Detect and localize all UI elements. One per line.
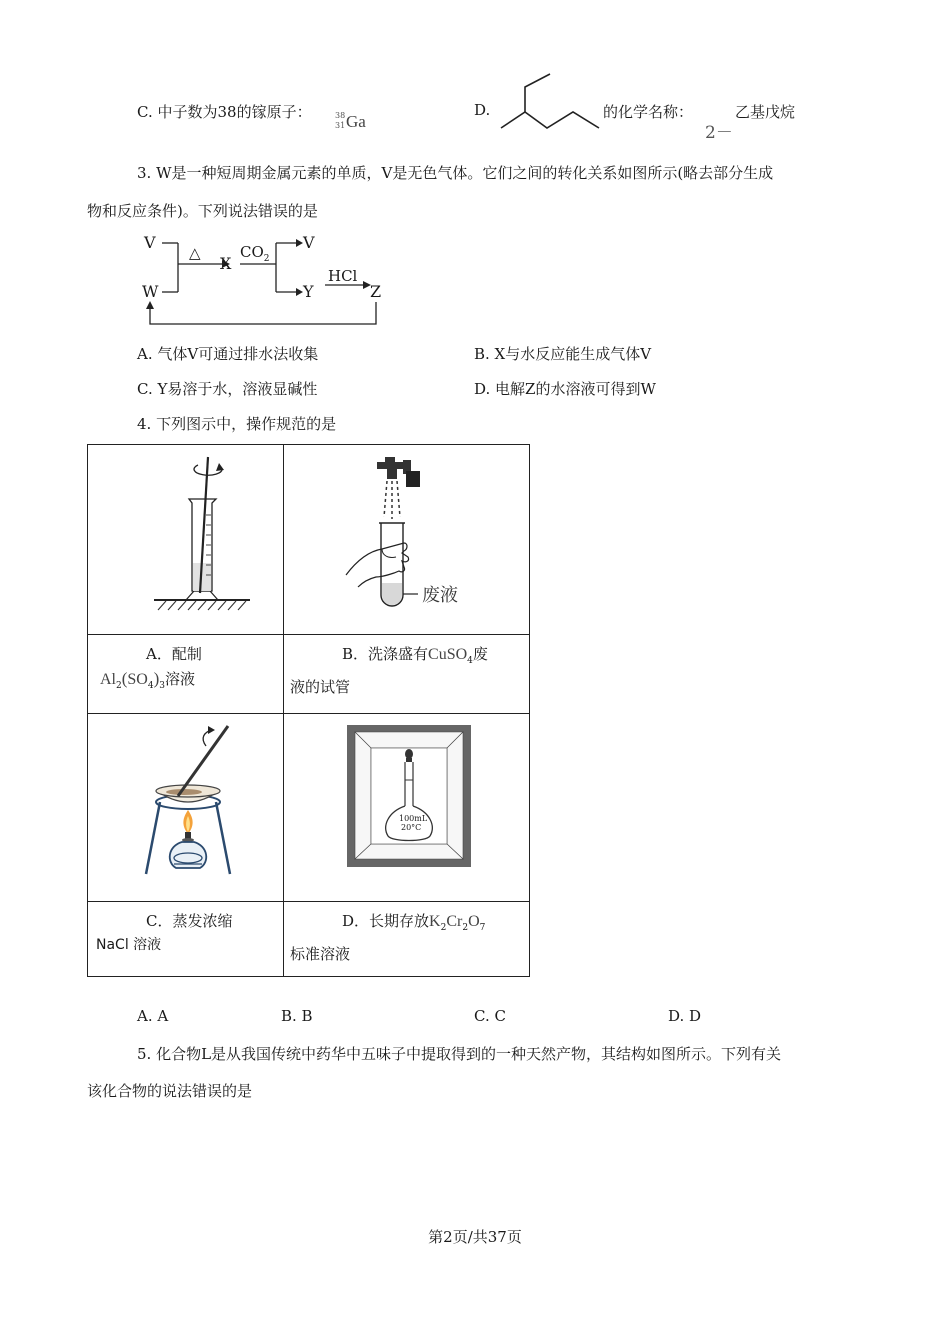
flask-temperature-label: 20°C — [401, 823, 422, 832]
q3-stem-line1: 3. W是一种短周期金属元素的单质，V是无色气体。它们之间的转化关系如图所示(略去部分生成 — [137, 164, 774, 182]
page-number: 第2页/共37页 — [428, 1228, 522, 1246]
ga-isotope — [335, 111, 375, 135]
q3-option-d: D. 电解Z的水溶液可得到W — [474, 380, 656, 398]
ga-mass-number: 38 — [335, 111, 346, 120]
diagram-x: X — [220, 254, 232, 273]
q3-stem-line2: 物和反应条件)。下列说法错误的是 — [87, 202, 318, 220]
q4-answer-a: A. A — [137, 1007, 169, 1025]
q2-option-d-suffix: 的化学名称： — [603, 103, 694, 121]
cell-image-b — [284, 445, 530, 635]
test-tube-washing-illustration — [284, 445, 529, 630]
heat-symbol: △ — [189, 244, 201, 262]
q2-option-d-locant: 2－ — [705, 123, 733, 143]
caption-d-line1: D．长期存放$K_2Cr_2O_7$ — [342, 912, 486, 933]
ga-atomic-number: 31 — [335, 121, 346, 130]
diagram-w: W — [142, 282, 159, 301]
q5-stem-line2: 该化合物的说法错误的是 — [87, 1082, 253, 1100]
operations-table — [87, 444, 530, 977]
q4-stem: 4. 下列图示中，操作规范的是 — [137, 415, 337, 433]
q4-answer-c: C. C — [474, 1007, 506, 1025]
q3-option-c: C. Y易溶于水，溶液显碱性 — [137, 380, 318, 398]
caption-d — [284, 902, 530, 977]
skeletal-formula — [495, 70, 605, 135]
caption-b-line2: 液的试管 — [290, 678, 351, 696]
caption-b — [284, 635, 530, 714]
graduated-cylinder-illustration — [88, 445, 283, 630]
caption-c-line2: NaCl 溶液 — [96, 937, 162, 953]
hcl-label: HCl — [328, 267, 358, 285]
volumetric-flask-illustration — [284, 714, 529, 897]
q4-answer-d: D. D — [668, 1007, 702, 1025]
q2-option-c: C. 中子数为38的镓原子： — [137, 103, 312, 121]
conversion-diagram — [140, 230, 400, 330]
q3-option-a: A. 气体V可通过排水法收集 — [137, 345, 319, 363]
cell-image-a — [88, 445, 284, 635]
co2-label: $CO_2$ — [240, 243, 270, 264]
caption-c-line1: C．蒸发浓缩 — [146, 912, 233, 930]
diagram-z: Z — [370, 282, 382, 301]
flask-volume-label: 100mL — [399, 814, 428, 823]
waste-liquid-label: 废液 — [422, 585, 458, 606]
caption-d-line2: 标准溶液 — [290, 945, 351, 963]
diagram-v-right: V — [303, 233, 315, 252]
diagram-y: Y — [303, 282, 314, 301]
q2-option-d-name: 乙基戊烷 — [735, 103, 796, 121]
q2-option-d: D. — [474, 101, 491, 119]
caption-a-line2: $Al_2(SO_4)_3$溶液 — [100, 669, 196, 691]
conversion-arrows — [140, 230, 400, 330]
diagram-v-left: V — [144, 233, 156, 252]
cell-image-d — [284, 714, 530, 902]
caption-b-line1: B．洗涤盛有CuSO$_4$废 — [342, 645, 488, 666]
ga-symbol: Ga — [346, 112, 366, 131]
caption-c — [88, 902, 284, 977]
cell-image-c — [88, 714, 284, 902]
caption-a — [88, 635, 284, 714]
q3-option-b: B. X与水反应能生成气体V — [474, 345, 652, 363]
q5-stem-line1: 5. 化合物L是从我国传统中药华中五味子中提取得到的一种天然产物，其结构如图所示。下列有关 — [137, 1045, 782, 1063]
q4-answer-b: B. B — [281, 1007, 313, 1025]
caption-a-line1: A．配制 — [146, 645, 202, 663]
evaporating-dish-illustration — [88, 714, 283, 897]
